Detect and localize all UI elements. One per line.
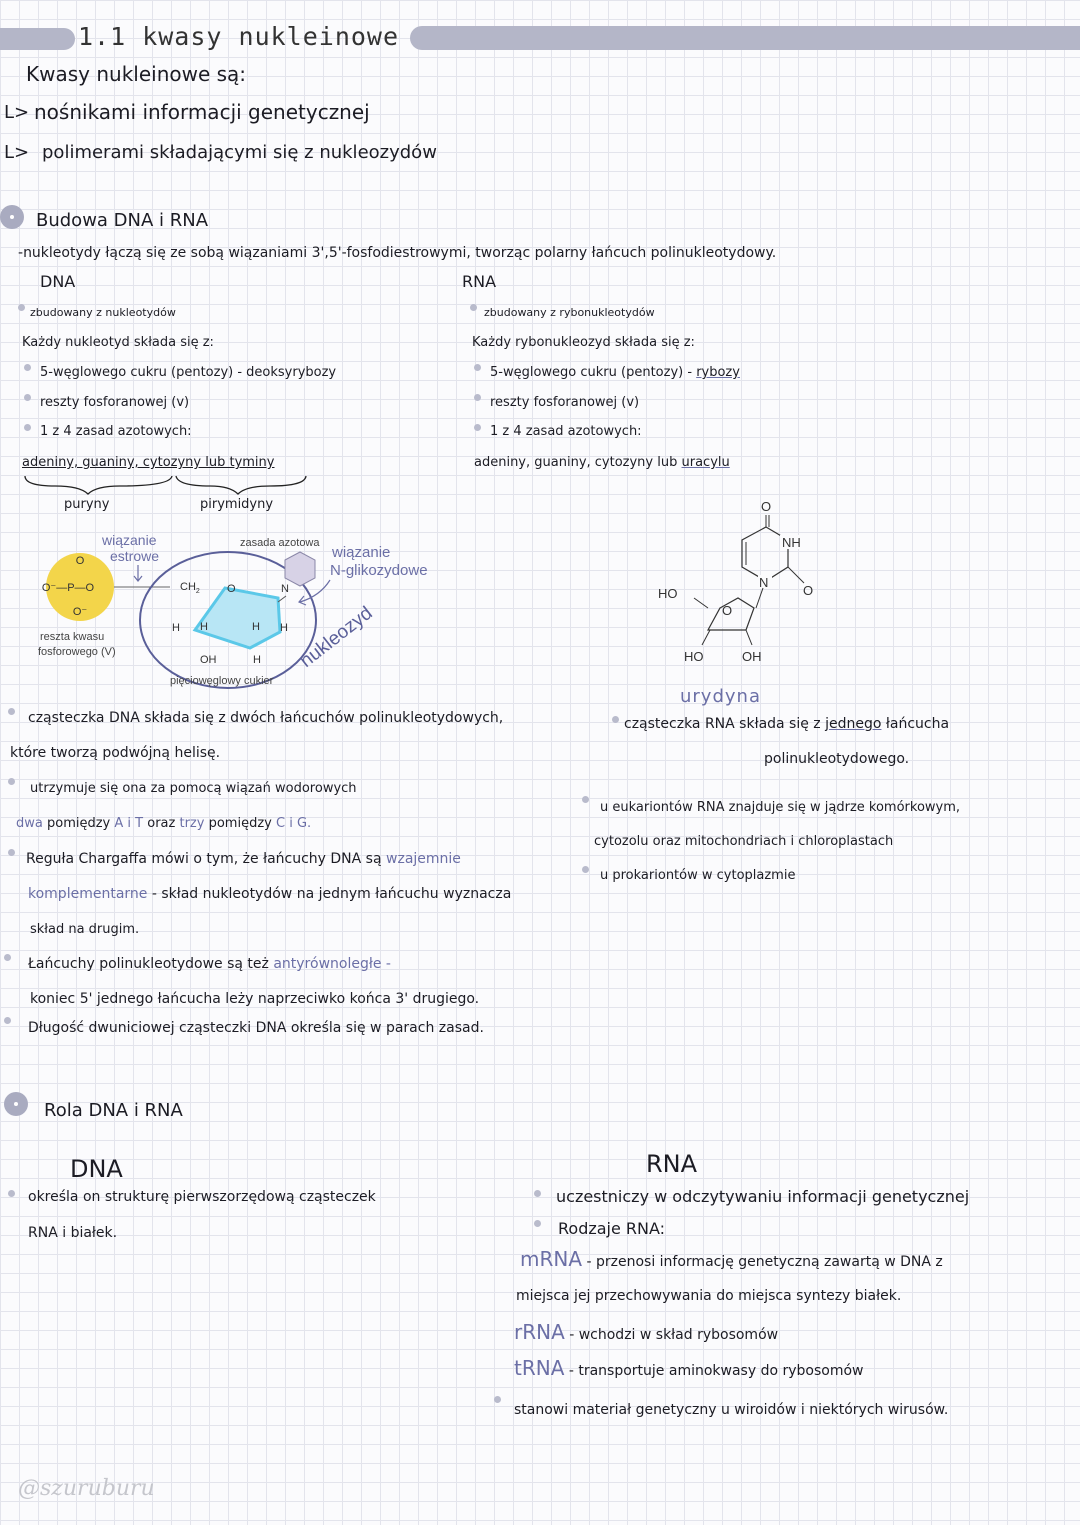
bullet xyxy=(8,708,15,715)
dna-part-3: 1 z 4 zasad azotowych: xyxy=(40,424,192,439)
svg-text:wiązanie: wiązanie xyxy=(332,544,391,561)
svg-text:H: H xyxy=(172,622,180,634)
svg-text:N: N xyxy=(759,575,769,590)
intro-arrow-2: L> xyxy=(4,142,30,163)
rna-built: zbudowany z rybonukleotydów xyxy=(484,306,655,319)
rola-rna-2: Rodzaje RNA: xyxy=(558,1219,666,1238)
page-title: 1.1 kwasy nukleinowe xyxy=(78,22,400,51)
svg-text:O: O xyxy=(75,555,85,567)
dna-part-1: 5-węglowego cukru (pentozy) - deoksyrybozy xyxy=(40,365,337,380)
rola-rna-3: stanowi materiał genetyczny u wiroidów i niektórych wirusów. xyxy=(514,1402,949,1418)
nucleotide-diagram xyxy=(20,530,460,695)
bullet xyxy=(474,424,481,431)
svg-text:pięciowęglowy cukier: pięciowęglowy cukier xyxy=(170,675,274,687)
intro-arrow-1: L> xyxy=(4,102,30,123)
section-bullet-budowa xyxy=(0,205,24,229)
dna-fact-4a: Łańcuchy polinukleotydowe są też antyrównoległe - xyxy=(28,956,391,972)
rna-part-1: 5-węglowego cukru (pentozy) - rybozy xyxy=(490,365,740,380)
pirymidyny-label: pirymidyny xyxy=(200,497,274,512)
svg-text:zasada azotowa: zasada azotowa xyxy=(240,537,320,549)
svg-text:O⁻—P—O: O⁻—P—O xyxy=(41,582,95,594)
rna-fact-1b: polinukleotydowego. xyxy=(764,751,910,767)
bullet xyxy=(24,394,31,401)
bullet xyxy=(18,304,25,311)
bullet xyxy=(4,1017,11,1024)
dna-fact-3a: Reguła Chargaffa mówi o tym, że łańcuchy DNA są wzajemnie xyxy=(26,851,461,867)
sugar-ring xyxy=(195,588,280,648)
urydyna-label: urydyna xyxy=(680,686,761,707)
svg-text:fosforowego (V): fosforowego (V) xyxy=(38,646,116,658)
svg-text:N-glikozydowe: N-glikozydowe xyxy=(330,562,428,579)
bullet xyxy=(612,716,619,723)
rola-rna-label: RNA xyxy=(646,1150,698,1178)
dna-fact-2a: utrzymuje się ona za pomocą wiązań wodorowych xyxy=(30,781,357,796)
rna-part-2: reszty fosforanowej (v) xyxy=(490,395,640,410)
svg-text:wiązanie: wiązanie xyxy=(102,532,157,548)
rrna-line: rRNA - wchodzi w skład rybosomów xyxy=(514,1320,779,1344)
watermark: @szuruburu xyxy=(18,1476,155,1501)
bullet xyxy=(494,1396,501,1403)
svg-text:HO: HO xyxy=(658,586,678,601)
trna-line: tRNA - transportuje aminokwasy do rybosomów xyxy=(514,1356,864,1380)
bullet xyxy=(582,796,589,803)
section-bullet-rola xyxy=(4,1092,28,1116)
bullet xyxy=(8,849,15,856)
dna-fact-2b: dwa pomiędzy A i T oraz trzy pomiędzy C i G. xyxy=(16,816,312,831)
dna-fact-3c: skład na drugim. xyxy=(30,922,140,937)
dna-column-label: DNA xyxy=(40,272,76,291)
bullet xyxy=(24,424,31,431)
rna-fact-2b: cytozolu oraz mitochondriach i chloroplastach xyxy=(594,834,894,849)
intro-item-2: polimerami składającymi się z nukleozydów xyxy=(42,142,437,163)
rna-fact-3: u prokariontów w cytoplazmie xyxy=(600,868,796,883)
bullet xyxy=(474,394,481,401)
intro-item-1: nośnikami informacji genetycznej xyxy=(34,100,370,124)
dna-built: zbudowany z nukleotydów xyxy=(30,306,176,319)
bullet xyxy=(4,954,11,961)
rna-column-label: RNA xyxy=(462,272,497,291)
svg-text:N: N xyxy=(281,583,289,595)
svg-text:O: O xyxy=(722,603,733,618)
svg-text:H: H xyxy=(253,654,261,666)
rola-dna-1a: określa on strukturę pierwszorzędową cząsteczek xyxy=(28,1189,376,1205)
title-bar-right xyxy=(410,26,1080,50)
bullet xyxy=(8,778,15,785)
rna-each: Każdy rybonukleozyd składa się z: xyxy=(472,335,695,350)
svg-text:estrowe: estrowe xyxy=(110,548,160,564)
mrna-line: mRNA - przenosi informację genetyczną zawartą w DNA z xyxy=(520,1247,943,1271)
rola-dna-label: DNA xyxy=(70,1155,123,1183)
bullet xyxy=(534,1220,541,1227)
dna-fact-1b: które tworzą podwójną helisę. xyxy=(10,745,221,761)
svg-text:O: O xyxy=(803,583,814,598)
mrna-line-b: miejsca jej przechowywania do miejsca syntezy białek. xyxy=(516,1288,902,1304)
svg-text:reszta kwasu: reszta kwasu xyxy=(40,631,105,643)
rna-bases: adeniny, guaniny, cytozyny lub uracylu xyxy=(474,455,730,470)
svg-text:H: H xyxy=(252,621,260,633)
svg-text:NH: NH xyxy=(782,535,801,550)
svg-text:HO: HO xyxy=(684,649,704,664)
svg-text:nukleozyd: nukleozyd xyxy=(296,602,377,672)
svg-text:O: O xyxy=(227,583,236,595)
rola-rna-1: uczestniczy w odczytywaniu informacji genetycznej xyxy=(556,1187,970,1206)
dna-fact-4b: koniec 5' jednego łańcucha leży naprzeciwko końca 3' drugiego. xyxy=(30,991,480,1007)
uridine-structure xyxy=(650,495,830,675)
dna-each: Każdy nukleotyd składa się z: xyxy=(22,335,214,350)
svg-text:H: H xyxy=(200,621,208,633)
dna-fact-3b: komplementarne - skład nukleotydów na jednym łańcuchu wyznacza xyxy=(28,886,512,902)
bullet xyxy=(8,1190,15,1197)
rola-dna-1b: RNA i białek. xyxy=(28,1225,118,1241)
title-bar-left xyxy=(0,28,75,50)
dna-bases: adeniny, guaniny, cytozyny lub tyminy xyxy=(22,455,275,470)
bases-braces xyxy=(20,474,310,496)
intro-heading: Kwasy nukleinowe są: xyxy=(26,62,247,86)
svg-text:O: O xyxy=(761,499,772,514)
bullet xyxy=(534,1190,541,1197)
bullet xyxy=(470,304,477,311)
bullet xyxy=(582,866,589,873)
dna-fact-1a: cząsteczka DNA składa się z dwóch łańcuchów polinukleotydowych, xyxy=(28,710,504,726)
dna-part-2: reszty fosforanowej (v) xyxy=(40,395,190,410)
rna-fact-1a: cząsteczka RNA składa się z jednego łańcucha xyxy=(624,716,950,732)
bullet xyxy=(24,364,31,371)
svg-text:H: H xyxy=(280,622,288,634)
rna-part-3: 1 z 4 zasad azotowych: xyxy=(490,424,642,439)
budowa-line: -nukleotydy łączą się ze sobą wiązaniami 3',5'-fosfodiestrowymi, tworząc polarny łańcuch polinukleotydowy. xyxy=(18,245,777,261)
bullet xyxy=(474,364,481,371)
budowa-heading: Budowa DNA i RNA xyxy=(36,210,209,231)
svg-text:OH: OH xyxy=(742,649,762,664)
dna-fact-5: Długość dwuniciowej cząsteczki DNA określa się w parach zasad. xyxy=(28,1020,484,1036)
puryny-label: puryny xyxy=(64,497,110,512)
svg-text:O⁻: O⁻ xyxy=(72,606,88,618)
rna-fact-2a: u eukariontów RNA znajduje się w jądrze komórkowym, xyxy=(600,800,961,815)
svg-text:CH2: $CH_2$ xyxy=(180,581,200,595)
svg-text:OH: OH xyxy=(200,654,217,666)
rola-heading: Rola DNA i RNA xyxy=(44,1100,183,1121)
